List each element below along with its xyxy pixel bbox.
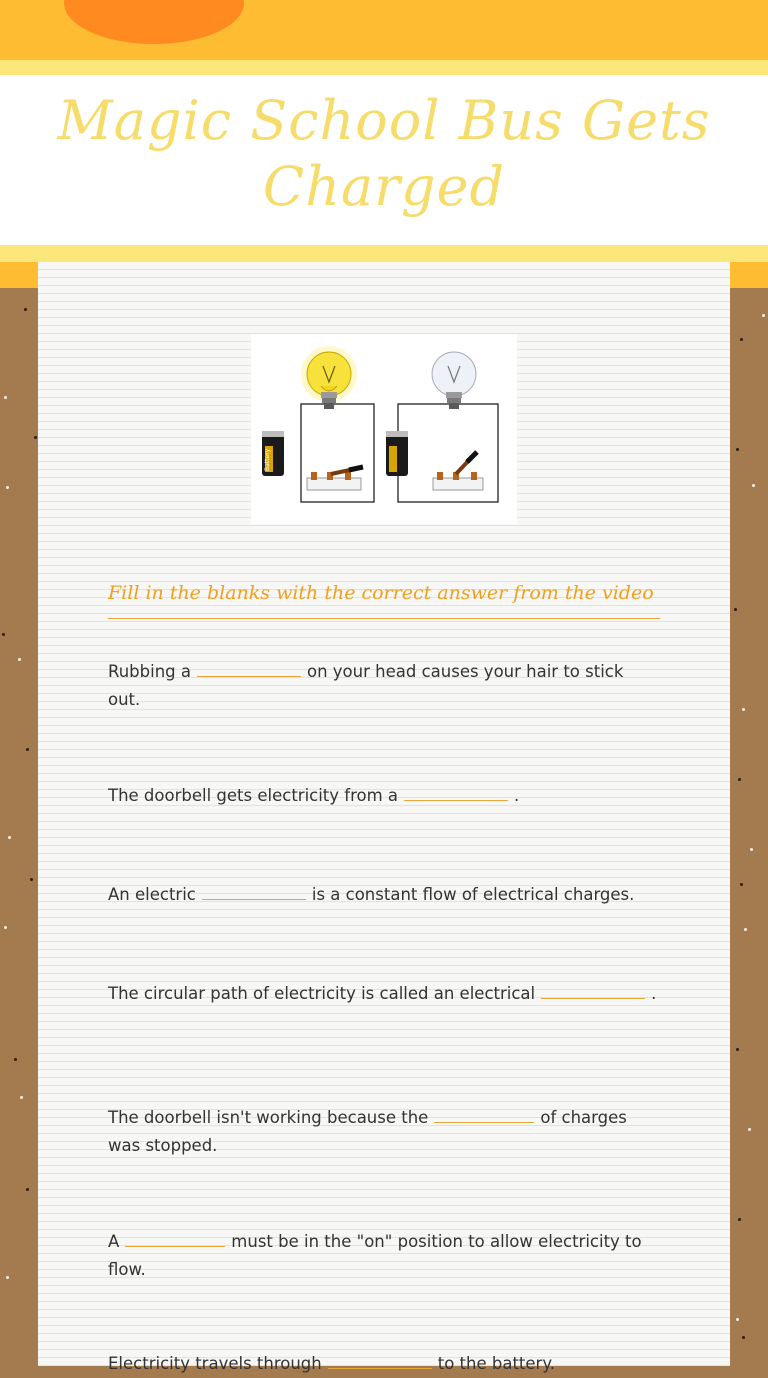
question-4: The circular path of electricity is called an electrical . xyxy=(108,978,660,1008)
circuit-bulbs-icon xyxy=(251,334,517,524)
page-title: Magic School Bus Gets Charged xyxy=(57,89,711,218)
battery-label: Battery xyxy=(264,448,271,471)
question-2: The doorbell gets electricity from a . xyxy=(108,780,660,810)
answer-blank-5[interactable] xyxy=(434,1102,534,1123)
answer-blank-4[interactable] xyxy=(541,978,645,999)
header-stripe xyxy=(0,60,768,75)
question-1: Rubbing a on your head causes your hair to stick out. xyxy=(108,656,660,714)
header-decor-blob xyxy=(64,0,244,44)
answer-blank-1[interactable] xyxy=(197,656,301,677)
instructions-heading: Fill in the blanks with the correct answer from the video xyxy=(108,580,660,619)
worksheet-paper xyxy=(38,262,730,1373)
header-stripe-bottom xyxy=(0,245,768,262)
question-7: Electricity travels through to the battery. xyxy=(108,1348,660,1378)
circuit-image xyxy=(251,334,517,524)
answer-blank-6[interactable] xyxy=(125,1226,225,1247)
question-6: A must be in the "on" position to allow electricity to flow. xyxy=(108,1226,660,1284)
answer-blank-2[interactable] xyxy=(404,780,508,801)
header-top-band xyxy=(0,0,768,60)
answer-blank-3[interactable] xyxy=(202,879,306,900)
question-5: The doorbell isn't working because the of charges was stopped. xyxy=(108,1102,660,1160)
question-3: An electric is a constant flow of electrical charges. xyxy=(108,879,660,909)
